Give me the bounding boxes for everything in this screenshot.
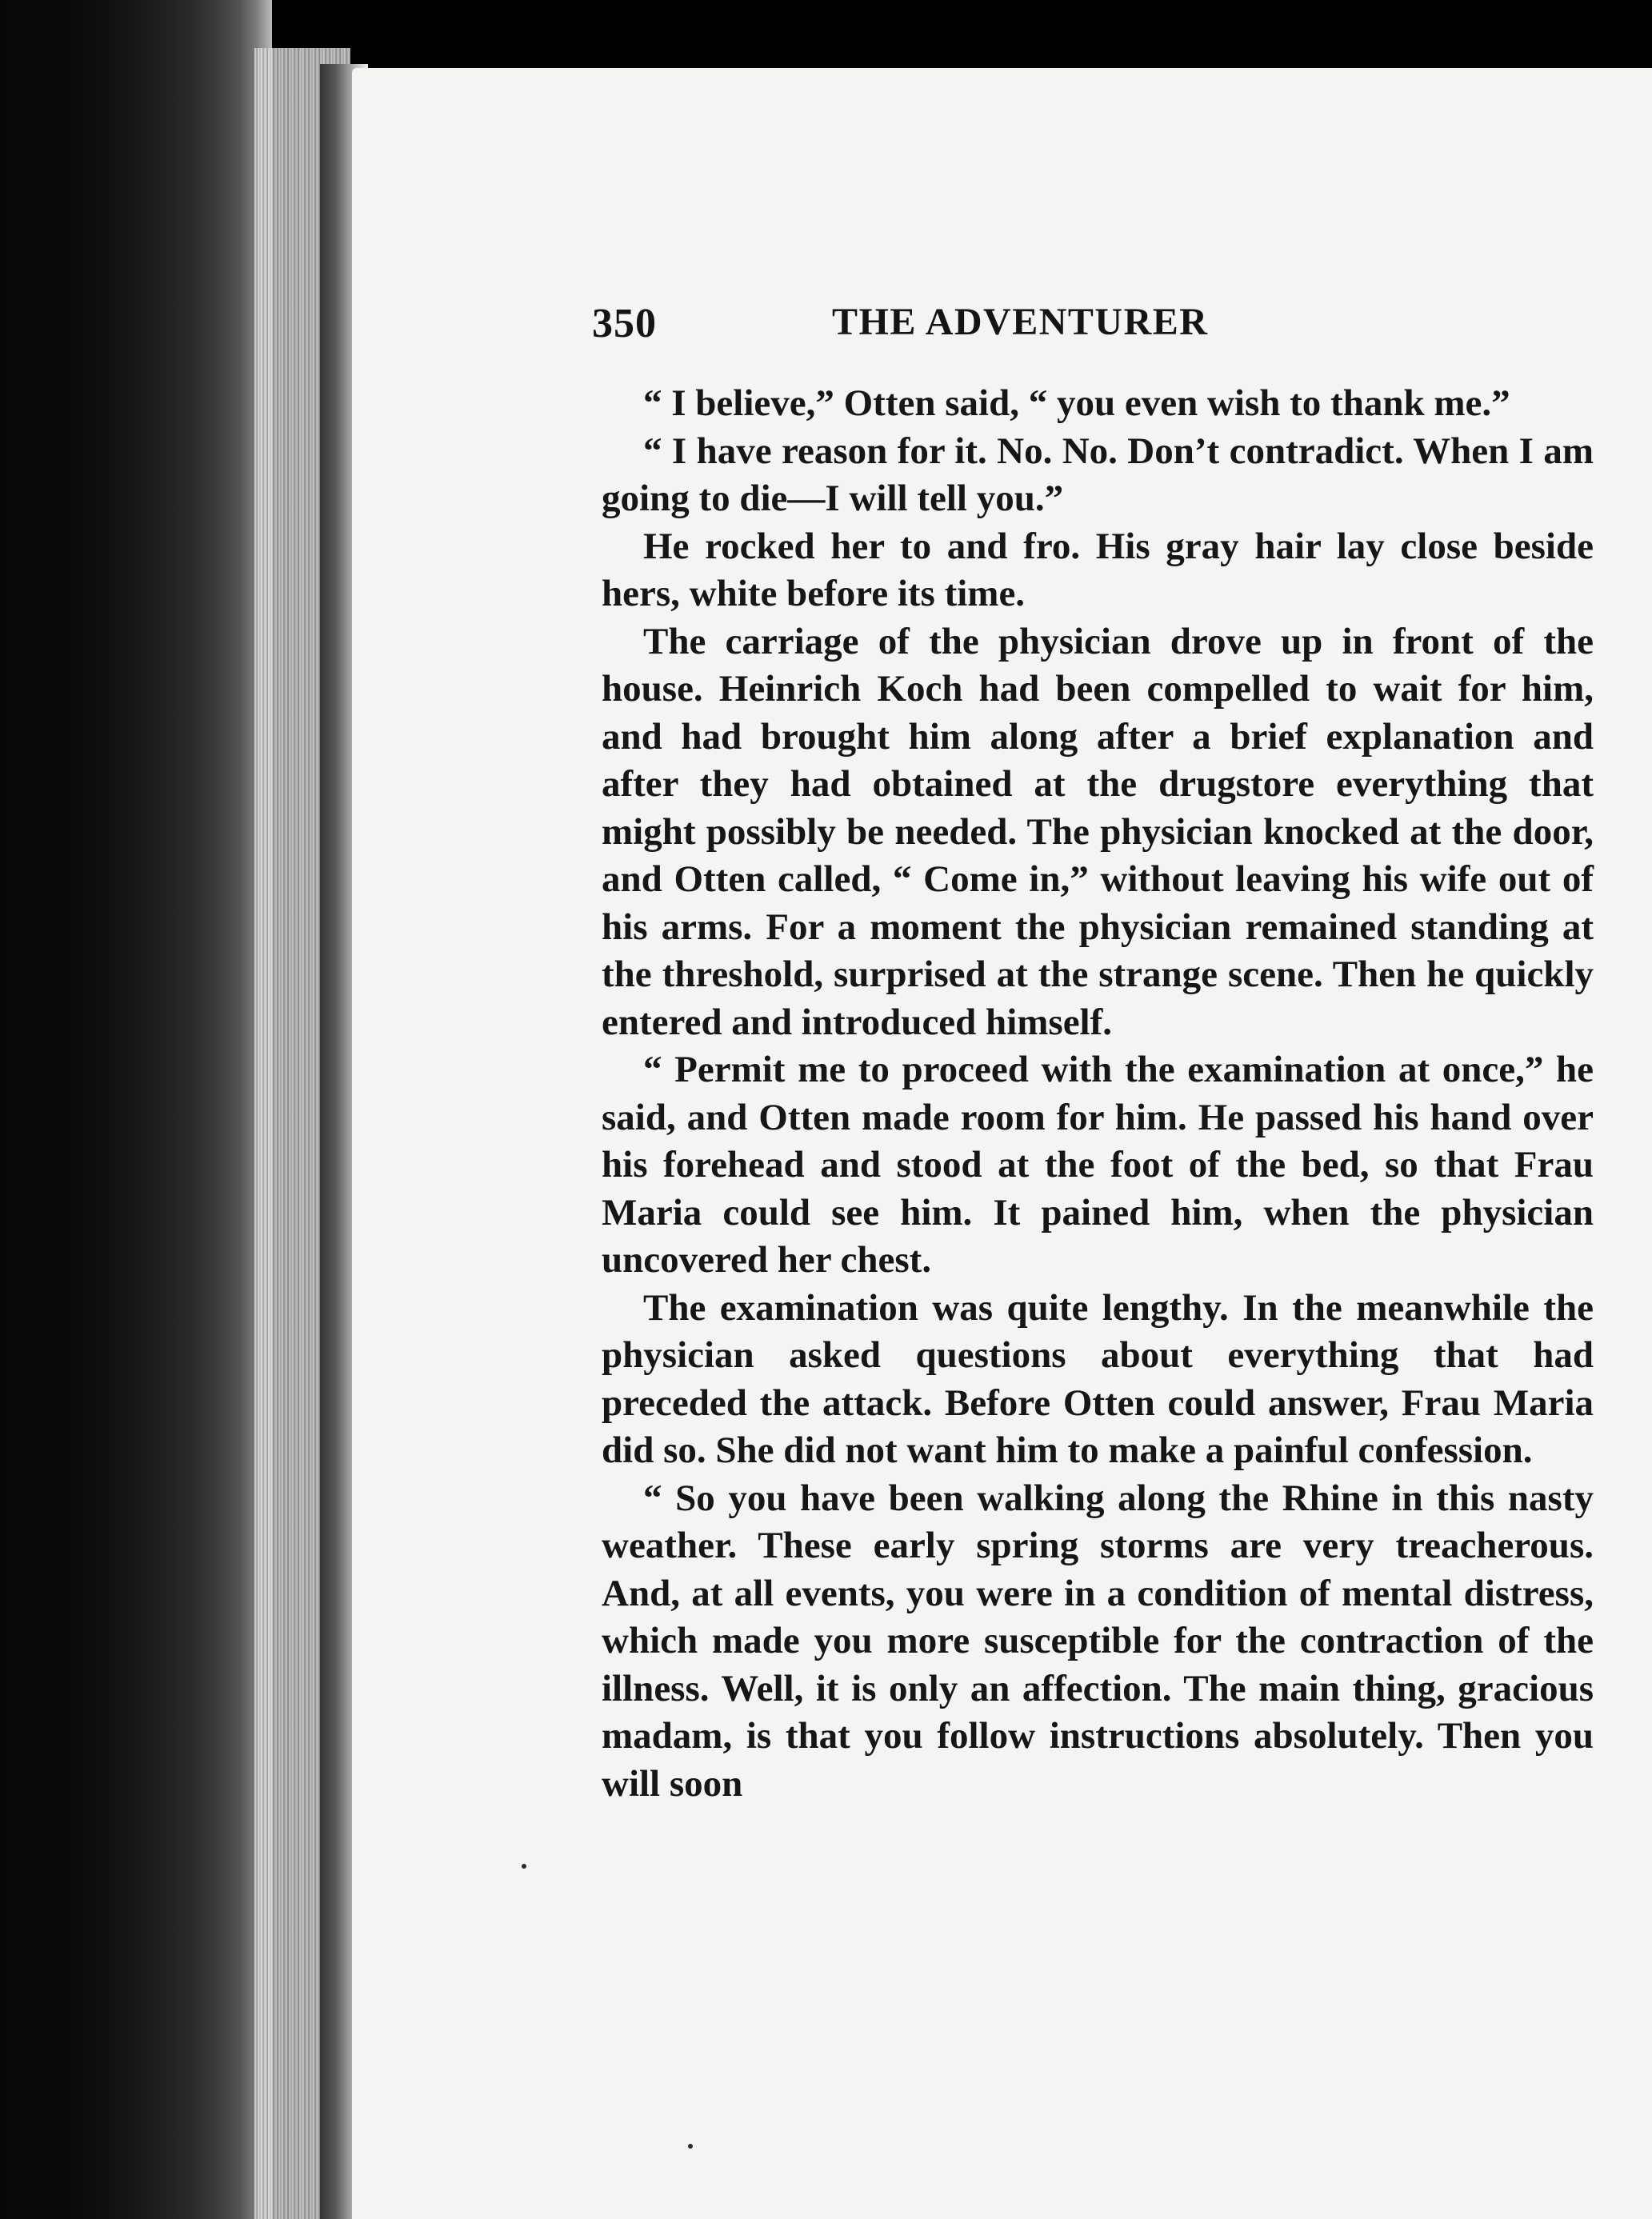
book-title: THE ADVENTURER <box>832 301 1209 343</box>
paragraph: The carriage of the physician drove up in front of the house. Heinrich Koch had been compelled to wait for him, and had brought him along after a brief explanation and after they had obtained at the drugstore everything that might possibly be needed. The physician knocked at the door, and Otten called, “ Come in,” without leaving his wife out of his arms. For a moment the physician remained standing at the threshold, surprised at the strange scene. Then he quickly entered and introduced himself. <box>602 620 1594 1043</box>
page-number: 350 <box>592 301 657 346</box>
book-spine-shadow <box>0 0 272 2219</box>
book-page <box>352 68 1652 2219</box>
body-text <box>602 380 1594 1808</box>
paragraph: “ Permit me to proceed with the examination at once,” he said, and Otten made room for him. He passed his hand over his forehead and stood at the foot of the bed, so that Frau Maria could see him. It pained him, when the physician uncovered her chest. <box>602 1049 1594 1281</box>
paragraph: “ I believe,” Otten said, “ you even wish to thank me.” <box>643 382 1510 424</box>
paragraph: “ So you have been walking along the Rhine in this nasty weather. These early spring storms are very treacherous. And, at all events, you were in a condition of mental distress, which made you more susceptible for the contraction of the illness. Well, it is only an affection. The main thing, gracious madam, is that you follow instructions absolutely. Then you will soon <box>602 1477 1594 1805</box>
paragraph: The examination was quite lengthy. In the meanwhile the physician asked questions about everything that had preceded the attack. Before Otten could answer, Frau Maria did so. She did not want him to make a painful confession. <box>602 1286 1594 1471</box>
ink-speck <box>522 1864 526 1869</box>
paragraph: He rocked her to and fro. His gray hair lay close beside hers, white before its time. <box>602 525 1594 614</box>
ink-speck <box>688 2144 693 2149</box>
paragraph: “ I have reason for it. No. No. Don’t contradict. When I am going to die—I will tell you.” <box>602 430 1594 519</box>
running-head <box>592 300 1588 364</box>
